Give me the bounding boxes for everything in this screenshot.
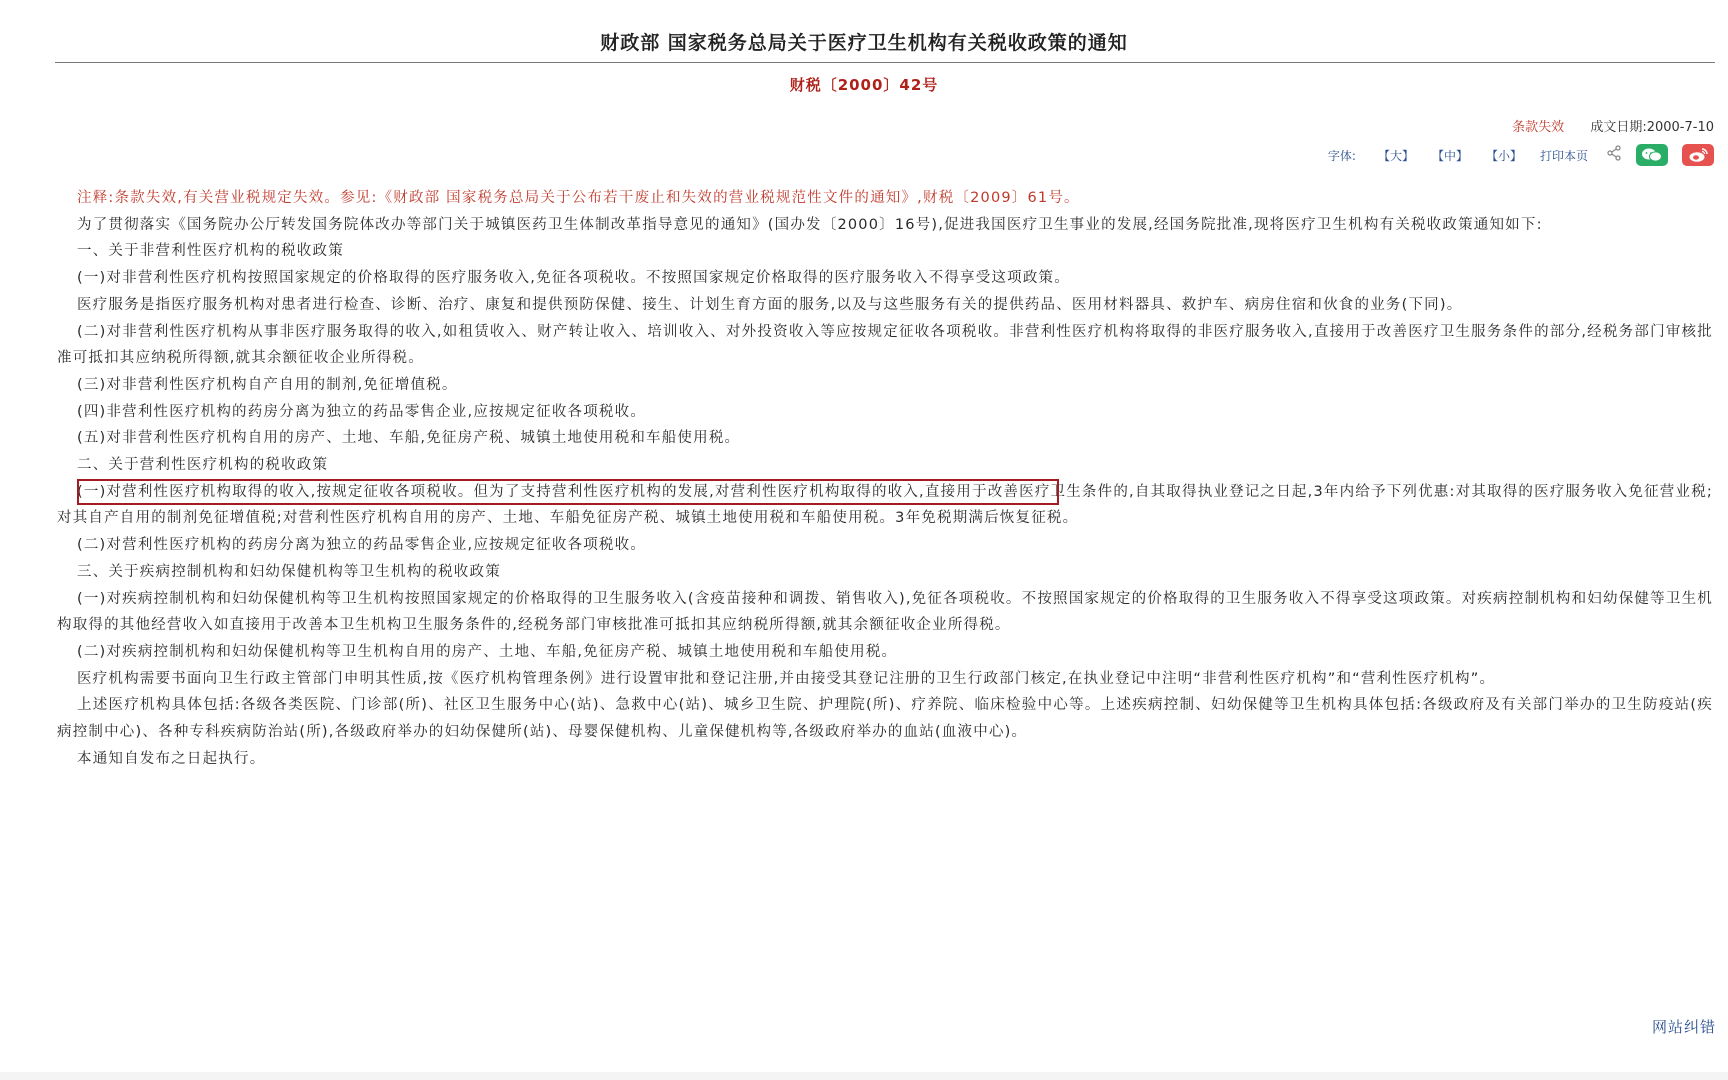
share-icon[interactable] [1606,145,1622,165]
weibo-icon[interactable] [1682,144,1714,166]
highlighted-paragraph: (五)对非营利性医疗机构自用的房产、土地、车船,免征房产税、城镇土地使用税和车船使用税。 [77,430,741,447]
body-paragraph: (四)非营利性医疗机构的药房分离为独立的药品零售企业,应按规定征收各项税收。 [77,403,647,420]
print-page-button[interactable]: 打印本页 [1539,148,1588,163]
body-paragraph: (一)对非营利性医疗机构按照国家规定的价格取得的医疗服务收入,免征各项税收。不按照国家规定价格取得的医疗服务收入不得享受这项政策。 [77,270,1070,287]
section-heading: 三、关于疾病控制机构和妇幼保健机构等卫生机构的税收政策 [77,563,501,580]
page-title: 财政部 国家税务总局关于医疗卫生机构有关税收政策的通知 [600,32,1128,54]
title-divider [55,62,1715,63]
annotation-note: 注释:条款失效,有关营业税规定失效。参见:《财政部 国家税务总局关于公布若干废止和失效的营业税规范性文件的通知》,财税〔2009〕61号。 [77,190,1080,206]
font-size-label: 字体: [1327,148,1356,163]
bottom-bar [0,1072,1728,1080]
weibo-icon-glyph [1686,147,1710,163]
highlight-box [77,479,1059,505]
wechat-icon-glyph [1640,147,1664,163]
body-paragraph: (二)对非营利性医疗机构从事非医疗服务取得的收入,如租赁收入、财产转让收入、培训收入、对外投资收入等应按规定征收各项税收。非营利性医疗机构将取得的非医疗服务收入,直接用于改善医疗卫生服务条件的部分,经税务部门审核批准可抵扣其应纳税所得额,就其余额征收企业所得税。 [57,323,1713,367]
font-large-button[interactable]: 【大】 [1377,148,1414,163]
section-heading: 二、关于营利性医疗机构的税收政策 [77,457,329,474]
wechat-icon[interactable] [1636,144,1668,166]
share-icon-glyph [1606,145,1622,161]
body-paragraph: (三)对非营利性医疗机构自产自用的制剂,免征增值税。 [77,376,458,393]
body-paragraph: 本通知自发布之日起执行。 [77,750,266,767]
status-badge: 条款失效 [1512,120,1565,135]
body-paragraph: 医疗服务是指医疗服务机构对患者进行检查、诊断、治疗、康复和提供预防保健、接生、计划生育方面的服务,以及与这些服务有关的提供药品、医用材料器具、救护车、病房住宿和伙食的业务(下同)。 [77,296,1463,313]
body-paragraph: 上述医疗机构具体包括:各级各类医院、门诊部(所)、社区卫生服务中心(站)、急救中心(站)、城乡卫生院、护理院(所)、疗养院、临床检验中心等。上述疾病控制、妇幼保健等卫生机构具体包括:各级政府及有关部门举办的卫生防疫站(疾病控制中心)、各种专科疾病防治站(所),各级政府举办的妇幼保健所(站)、母婴保健机构、儿童保健机构等,各级政府举办的血站(血液中心)。 [57,697,1713,741]
meta-row [1512,116,1714,135]
section-heading: 一、关于非营利性医疗机构的税收政策 [77,243,344,260]
font-medium-button[interactable]: 【中】 [1431,148,1468,163]
font-small-button[interactable]: 【小】 [1485,148,1522,163]
body-paragraph: (二)对营利性医疗机构的药房分离为独立的药品零售企业,应按规定征收各项税收。 [77,537,647,554]
body-paragraph: (一)对营利性医疗机构取得的收入,按规定征收各项税收。但为了支持营利性医疗机构的发展,对营利性医疗机构取得的收入,直接用于改善医疗卫生条件的,自其取得执业登记之日起,3年内给予下列优惠:对其取得的医疗服务收入免征营业税;对其自产自用的制剂免征增值税;对营利性医疗机构自用的房产、土地、车船免征房产税、城镇土地使用税和车船使用税。3年免税期满后恢复征税。 [57,483,1713,527]
publish-date: 成文日期:2000-7-10 [1590,120,1714,135]
body-paragraph: 医疗机构需要书面向卫生行政主管部门申明其性质,按《医疗机构管理条例》进行设置审批和登记注册,并由接受其登记注册的卫生行政部门核定,在执业登记中注明“非营利性医疗机构”和“营利性医疗机构”。 [77,670,1496,687]
report-error-link[interactable]: 网站纠错 [1651,1018,1716,1036]
body-paragraph: (二)对疾病控制机构和妇幼保健机构等卫生机构自用的房产、土地、车船,免征房产税、城镇土地使用税和车船使用税。 [77,643,898,660]
document-number: 财税〔2000〕42号 [789,76,939,94]
body-paragraph: (一)对疾病控制机构和妇幼保健机构等卫生机构按照国家规定的价格取得的卫生服务收入(含疫苗接种和调拨、销售收入),免征各项税收。不按照国家规定的价格取得的卫生服务收入不得享受这项政策。对疾病控制机构和妇幼保健等卫生机构取得的其他经营收入如直接用于改善本卫生机构卫生服务条件的,经税务部门审核批准可抵扣其应纳税所得额,就其余额征收企业所得税。 [57,590,1713,634]
body-paragraph: 为了贯彻落实《国务院办公厅转发国务院体改办等部门关于城镇医药卫生体制改革指导意见的通知》(国办发〔2000〕16号),促进我国医疗卫生事业的发展,经国务院批准,现将医疗卫生机构有关税收政策通知如下: [77,216,1543,233]
toolbar [1328,143,1714,167]
